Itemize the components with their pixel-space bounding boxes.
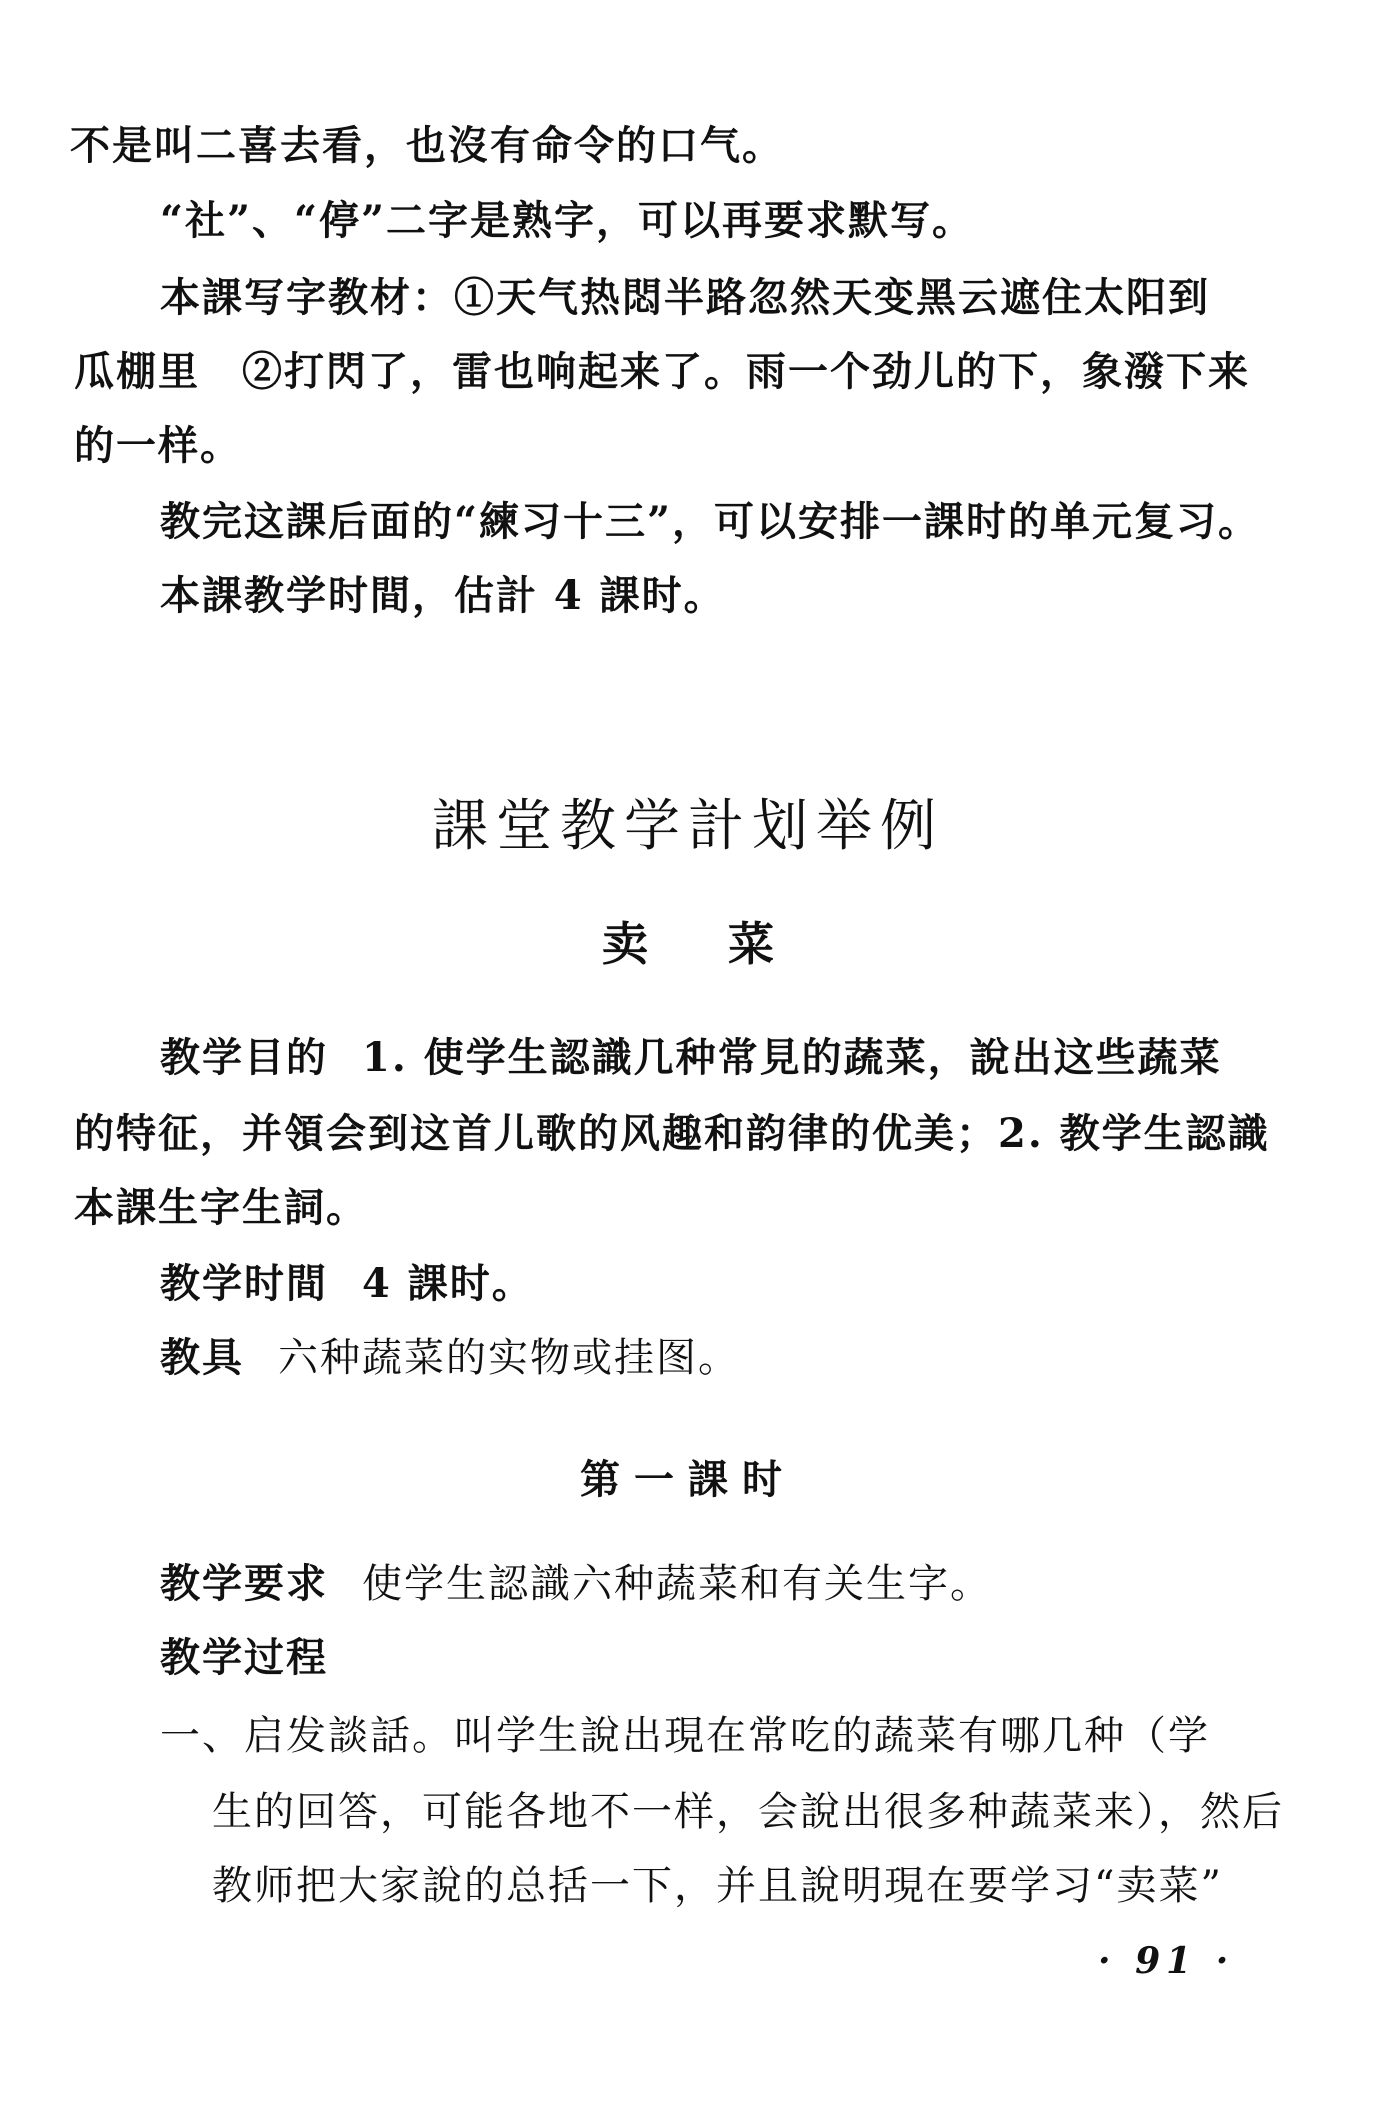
aim-line <box>160 1030 1222 1086</box>
aim-line: 本課生字生詞。 <box>74 1184 368 1231</box>
step-line: 教师把大家說的总括一下，并且說明現在要学习“卖菜” <box>212 1863 1223 1909</box>
plan-title: 課堂教学計划举例 <box>432 794 944 859</box>
plan-subtitle: 卖菜 <box>602 917 854 971</box>
paragraph-line: 本課教学时間，估計 4 課时。 <box>160 572 726 619</box>
requirement-label: 教学要求 <box>160 1560 328 1607</box>
tools-label: 教具 <box>160 1334 244 1381</box>
aim-label: 教学目的 <box>160 1034 328 1081</box>
step-line: 生的回答，可能各地不一样，会說出很多种蔬菜来），然后 <box>212 1789 1284 1835</box>
page-number: · 91 · <box>1098 1940 1235 1982</box>
time-label: 教学时間 <box>160 1260 328 1307</box>
paragraph-line: 的一样。 <box>74 422 242 469</box>
tools-value: 六种蔬菜的实物或挂图。 <box>278 1335 740 1381</box>
time-value: 4 課时。 <box>362 1260 534 1307</box>
process-label: 教学过程 <box>160 1634 328 1681</box>
paragraph-line: 本課写字教材：①天气热悶半路忽然天变黑云遮住太阳到 <box>160 274 1210 321</box>
requirement-value: 使学生認識六种蔬菜和有关生字。 <box>362 1561 992 1607</box>
step-line: 一、启发談話。叫学生說出現在常吃的蔬菜有哪几种（学 <box>160 1713 1210 1759</box>
aim-line: 的特征，并領会到这首儿歌的风趣和韵律的优美；2. 教学生認識 <box>74 1110 1270 1157</box>
paragraph-line: 瓜棚里 ②打閃了，雷也响起来了。雨一个劲儿的下，象潑下来 <box>74 348 1250 395</box>
tools-line <box>160 1330 740 1386</box>
aim-text: 1. 使学生認識几种常見的蔬菜，說出这些蔬菜 <box>362 1034 1222 1081</box>
paragraph-line: 不是叫二喜去看，也沒有命令的口气。 <box>70 122 784 169</box>
requirement-line <box>160 1556 992 1612</box>
lesson-heading: 第一課时 <box>580 1456 796 1503</box>
paragraph-line: “社”、“停”二字是熟字，可以再要求默写。 <box>160 197 975 244</box>
paragraph-line: 教完这課后面的“練习十三”，可以安排一課时的单元复习。 <box>160 498 1261 545</box>
time-line <box>160 1256 534 1312</box>
